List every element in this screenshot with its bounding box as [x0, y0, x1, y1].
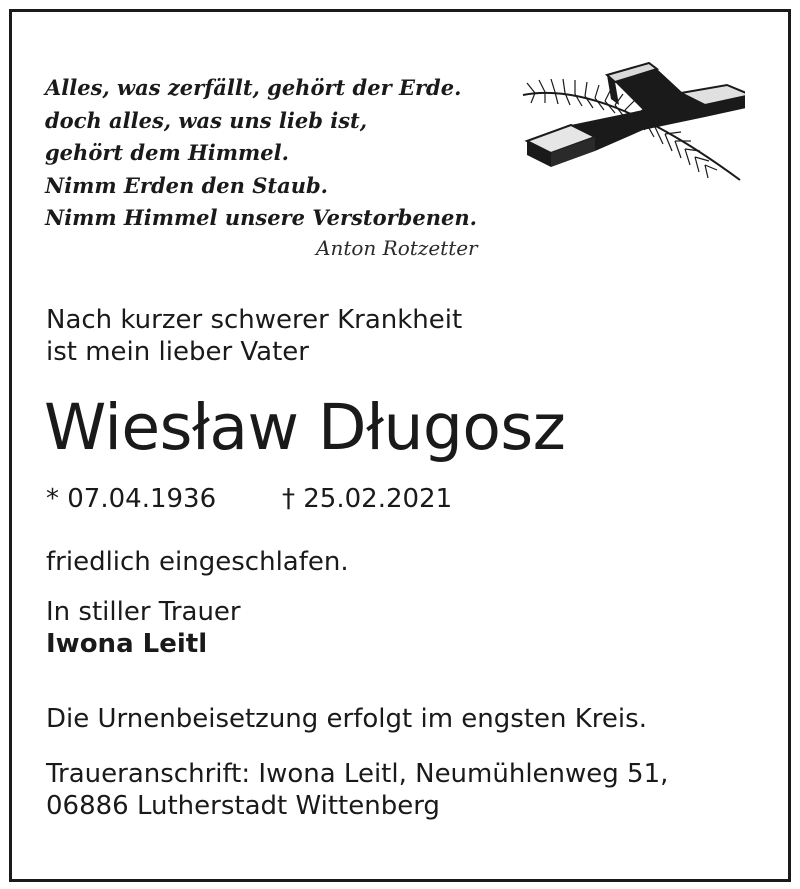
poem-line: Nimm Himmel unsere Verstorbenen. — [45, 205, 477, 230]
mourner-name: Iwona Leitl — [46, 629, 208, 659]
poem-line: Nimm Erden den Staub. — [45, 172, 328, 198]
asleep-text: friedlich eingeschlafen. — [46, 547, 349, 577]
death-date: † 25.02.2021 — [282, 484, 453, 514]
burial-text: Die Urnenbeisetzung erfolgt im engsten Kreis. — [46, 704, 647, 734]
cross-with-palm-frond-icon — [515, 55, 745, 185]
address-line: 06886 Lutherstadt Wittenberg — [46, 791, 440, 821]
mourning-address — [46, 758, 668, 822]
birth-date: * 07.04.1936 — [46, 484, 217, 514]
intro-text — [46, 304, 462, 368]
poem-line: gehört dem Himmel. — [45, 140, 289, 165]
address-line: Traueranschrift: Iwona Leitl, Neumühlenweg 51, — [46, 759, 669, 789]
deceased-name: Wiesław Długosz — [44, 391, 566, 464]
mourning-block — [46, 596, 241, 660]
intro-line: ist mein lieber Vater — [46, 337, 309, 367]
poem-line: doch alles, was uns lieb ist, — [45, 107, 368, 133]
poem-line: Alles, was zerfällt, gehört der Erde. — [45, 75, 462, 100]
poem — [45, 72, 477, 235]
mourning-label: In stiller Trauer — [46, 597, 241, 627]
poem-author: Anton Rotzetter — [316, 236, 478, 260]
intro-line: Nach kurzer schwerer Krankheit — [46, 305, 463, 335]
